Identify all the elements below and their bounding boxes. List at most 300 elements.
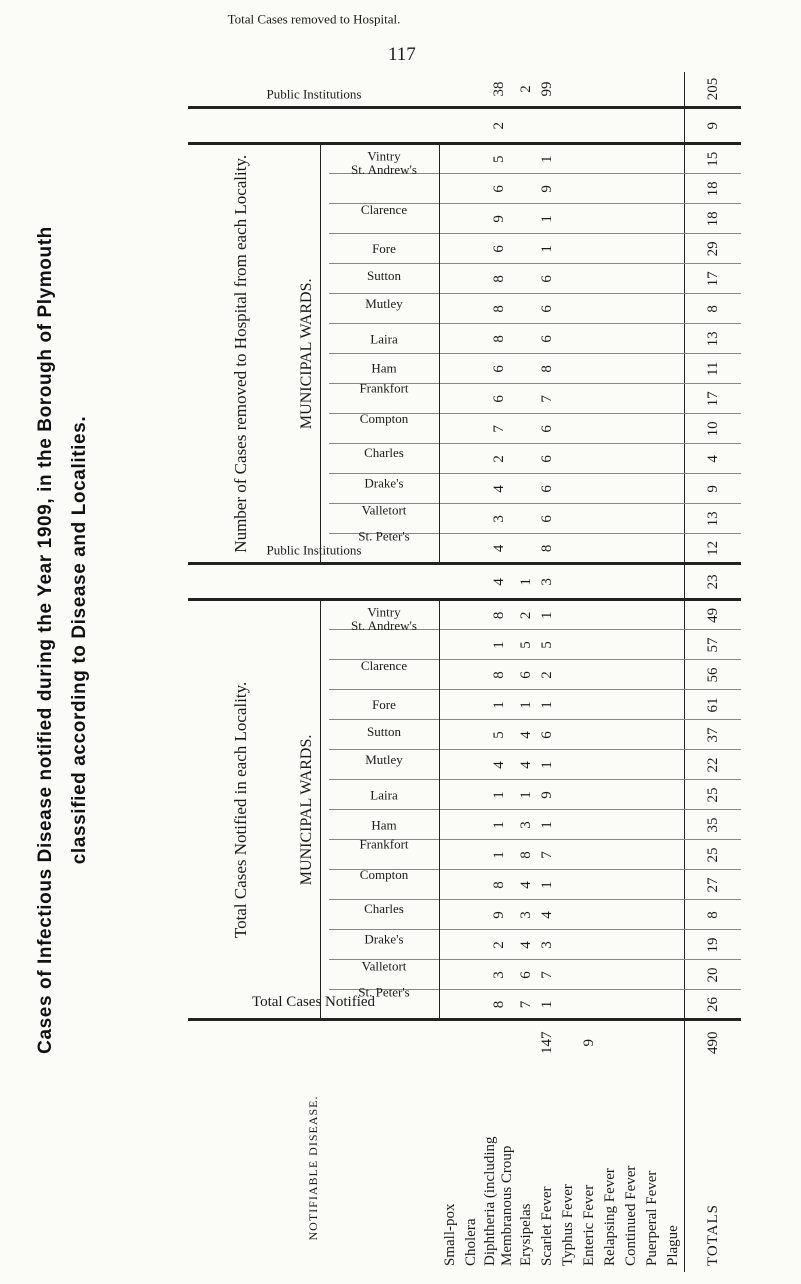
removed-cell: 6 [537,294,558,324]
notified-cell: 3 [516,810,537,840]
totals-notified-cell: 22 [685,750,742,780]
ward-header-label: Mutley [365,296,403,312]
table-row [537,72,558,1272]
notified-cell [621,630,642,660]
totals-total-removed: 205 [685,72,742,108]
removed-cell [516,144,537,174]
removed-cell: 5 [482,144,516,174]
removed-cell [621,264,642,294]
removed-cell [663,174,685,204]
totals-removed-cell: 10 [685,414,742,444]
notified-cell [579,900,600,930]
total-notified-cell [600,1020,621,1064]
removed-cell [663,264,685,294]
removed-cell [516,444,537,474]
notified-cell: 9 [537,780,558,810]
removed-cell [663,324,685,354]
removed-cell: 3 [482,504,516,534]
notified-cell: 2 [537,660,558,690]
removed-cell [600,444,621,474]
removed-cell [642,204,663,234]
notified-cell [621,780,642,810]
notified-cell [663,960,685,990]
removed-cell [558,384,579,414]
removed-cell: 8 [482,324,516,354]
ward-header-notified-13 [329,618,440,660]
table-row [482,72,516,1272]
removed-cell [600,174,621,204]
total-removed-cell [600,72,621,108]
notified-cell [663,870,685,900]
removed-cell [579,144,600,174]
notified-cell [621,990,642,1020]
removed-cell [663,144,685,174]
ward-header-label: Clarence [360,202,408,218]
notified-cell [663,990,685,1020]
removed-cell [558,324,579,354]
notified-cell [642,930,663,960]
total-notified-cell [663,1020,685,1064]
notified-cell: 6 [516,660,537,690]
ward-header-removed-9 [329,294,440,324]
ward-header-removed-7 [329,354,440,384]
total-notified-cell: 147 [537,1020,558,1064]
removed-cell [579,204,600,234]
notified-cell: 4 [516,870,537,900]
totals-removed-cell: 9 [685,474,742,504]
totals-notified-cell: 25 [685,780,742,810]
totals-removed-cell: 15 [685,144,742,174]
notified-cell [440,990,462,1020]
notified-cell [440,870,462,900]
removed-cell: 8 [482,264,516,294]
removed-cell [642,174,663,204]
notified-cell [558,960,579,990]
ward-header-label: Compton [359,867,409,883]
notified-public-inst-cell: 4 [482,564,516,600]
notified-cell [600,930,621,960]
removed-cell [600,534,621,564]
notified-cell: 7 [518,1000,534,1009]
removed-cell [663,354,685,384]
notified-cell: 1 [482,780,516,810]
removed-cell [461,294,482,324]
removed-cell: 6 [537,474,558,504]
table-row [516,72,537,1272]
notified-cell: 2 [516,600,537,630]
removed-cell [558,234,579,264]
notified-cell: 4 [516,720,537,750]
page-number: 117 [388,44,416,65]
removed-cell [621,294,642,324]
total-notified-cell [516,1020,537,1064]
ward-header-label: Vintry [367,604,401,620]
notified-cell [663,660,685,690]
ward-header-label: Ham [371,360,397,376]
removed-cell [621,174,642,204]
removed-cell: 8 [537,534,558,564]
total-removed-cell [621,72,642,108]
removed-cell [558,504,579,534]
removed-cell [642,534,663,564]
notified-cell [461,810,482,840]
removed-cell [558,264,579,294]
totals-removed-cell: 18 [685,204,742,234]
notified-cell: 1 [537,810,558,840]
notified-cell [579,840,600,870]
notified-cell: 1 [537,690,558,720]
notified-cell [579,810,600,840]
removed-cell: 6 [482,384,516,414]
notified-cell [621,660,642,690]
totals-total-notified: 490 [685,1020,742,1064]
ward-header-removed-4 [329,444,440,474]
totals-notified-cell: 49 [685,600,742,630]
total-notified-cell [461,1020,482,1064]
totals-notified-cell: 61 [685,690,742,720]
removed-cell [516,384,537,414]
removed-cell [663,414,685,444]
removed-cell [621,414,642,444]
notified-cell [642,960,663,990]
notified-cell: 7 [537,960,558,990]
ward-header-label: Valletort [361,502,407,518]
removed-cell [579,474,600,504]
removed-public-inst-cell [558,108,579,144]
notified-cell [600,810,621,840]
notified-cell [461,960,482,990]
removed-cell [516,204,537,234]
removed-cell: 2 [482,444,516,474]
notified-cell [579,630,600,660]
removed-cell [440,144,462,174]
public-institutions-header-2-text: Public Institutions [266,86,362,102]
notified-cell [642,990,663,1020]
notified-cell: 9 [482,900,516,930]
removed-cell: 6 [537,324,558,354]
notified-cell [600,960,621,990]
removed-cell [461,384,482,414]
notified-cell [663,600,685,630]
disease-name: Relapsing Fever [602,1168,618,1266]
removed-cell [558,294,579,324]
removed-cell [461,354,482,384]
removed-cell [558,414,579,444]
removed-cell [663,444,685,474]
notified-public-inst-cell [600,564,621,600]
notified-cell [663,780,685,810]
table-row [600,72,621,1272]
removed-cell [440,504,462,534]
disease-name: Erysipelas [518,1203,534,1266]
notified-cell [461,630,482,660]
group-notified-header: Total Cases Notified in each Locality. [230,681,250,939]
notified-cell [558,900,579,930]
total-removed-cell [579,72,600,108]
notified-cell [600,900,621,930]
removed-cell [663,294,685,324]
disease-name: Cholera [463,1218,479,1266]
ward-header-label: Sutton [367,724,401,740]
totals-notified-cell: 20 [685,960,742,990]
total-removed-cell: 38 [482,72,516,108]
totals-notified-public-inst: 23 [685,564,742,600]
notified-cell [440,750,462,780]
removed-public-inst-cell [440,108,462,144]
notified-cell [558,750,579,780]
notified-cell [621,960,642,990]
notified-cell [579,600,600,630]
notified-cell [600,630,621,660]
public-institutions-header [188,542,440,600]
notified-cell: 3 [516,900,537,930]
removed-cell [642,444,663,474]
removed-cell [600,324,621,354]
ward-header-label: Mutley [365,752,403,768]
removed-cell: 9 [482,204,516,234]
notified-cell [461,840,482,870]
notified-cell [558,840,579,870]
removed-cell: 6 [537,504,558,534]
notified-cell [440,960,462,990]
total-removed-cell: 2 [516,72,537,108]
notified-cell: 8 [482,660,516,690]
notified-cell [440,690,462,720]
removed-cell [558,144,579,174]
notified-cell [579,930,600,960]
removed-cell [440,174,462,204]
public-institutions-header-2 [188,86,440,144]
total-notified-cell: 9 [579,1020,600,1064]
notified-cell [642,900,663,930]
removed-cell [621,234,642,264]
notified-cell [461,660,482,690]
removed-cell [516,264,537,294]
removed-cell: 6 [537,414,558,444]
removed-cell [621,324,642,354]
notified-cell [600,780,621,810]
ward-header-label: St. Andrew's [351,618,417,634]
total-notified-cell [558,1020,579,1064]
totals-removed-cell: 17 [685,264,742,294]
disease-name: Puerperal Fever [644,1170,660,1266]
totals-removed-cell: 13 [685,324,742,354]
ward-header-notified-5 [329,867,440,900]
removed-cell [461,504,482,534]
notified-cell: 5 [537,630,558,660]
removed-cell [600,234,621,264]
notified-cell [558,930,579,960]
removed-cell [579,384,600,414]
removed-cell [642,414,663,444]
ward-header-removed-8 [329,324,440,354]
removed-cell: 6 [482,354,516,384]
ward-header-label: St. Peter's [358,528,410,544]
table-row [579,72,600,1272]
removed-public-inst-cell [516,108,537,144]
removed-cell [461,414,482,444]
removed-cell [600,474,621,504]
removed-cell [600,504,621,534]
removed-cell: 7 [537,384,558,414]
totals-notified-cell: 25 [685,840,742,870]
notified-cell [558,660,579,690]
notified-cell [663,930,685,960]
notified-cell [461,780,482,810]
total-removed-cell: 99 [537,72,558,108]
ward-header-removed-10 [329,264,440,294]
removed-cell [516,504,537,534]
removed-cell [440,204,462,234]
ward-header-label: Fore [372,697,396,712]
removed-cell [461,204,482,234]
notified-cell: 8 [482,600,516,630]
removed-cell [621,384,642,414]
table-row [663,72,685,1272]
ward-header-notified-4 [329,900,440,930]
removed-cell: 8 [537,354,558,384]
table-row [642,72,663,1272]
disease-name: Small-pox [441,1203,458,1266]
notified-cell [663,840,685,870]
table-row [440,72,462,1272]
notified-cell [461,690,482,720]
ward-header-notified-11 [329,690,440,720]
disease-name: Enteric Fever [581,1184,597,1266]
totals-removed-cell: 17 [685,384,742,414]
removed-cell [600,204,621,234]
ward-header-label: Charles [364,901,404,917]
notified-cell [579,720,600,750]
ward-header-notified-6 [329,836,440,870]
notified-cell [558,600,579,630]
total-notified-cell [482,1020,516,1064]
total-removed-cell [440,72,462,108]
removed-cell [642,354,663,384]
removed-cell [558,474,579,504]
notified-cell [621,750,642,780]
total-removed-cell [663,72,685,108]
notified-cell [642,840,663,870]
totals-notified-cell: 8 [685,900,742,930]
removed-cell [579,264,600,294]
totals-notified-cell: 26 [685,990,742,1020]
municipal-wards-header: MUNICIPAL WARDS. [298,734,315,886]
ward-header-removed-3 [329,474,440,504]
total-notified-cell [621,1020,642,1064]
notified-public-inst-cell: 3 [537,564,558,600]
removed-cell [461,324,482,354]
removed-public-inst-cell: 2 [482,108,516,144]
removed-cell: 1 [537,144,558,174]
bracket-notified [321,600,330,1020]
notified-cell [642,870,663,900]
removed-cell [440,444,462,474]
removed-cell [440,534,462,564]
notified-cell [579,990,600,1020]
totals-removed-cell: 11 [685,354,742,384]
notified-public-inst-cell [621,564,642,600]
removed-cell [621,534,642,564]
municipal-wards-header-2: MUNICIPAL WARDS. [294,144,321,564]
notified-cell: 6 [537,720,558,750]
table-row [558,72,579,1272]
notified-cell [642,660,663,690]
removed-cell: 6 [537,444,558,474]
ward-header-removed-12 [329,204,440,234]
ward-header-label: Charles [364,445,404,461]
notified-cell [558,630,579,660]
notified-cell [600,840,621,870]
removed-cell [516,174,537,204]
removed-cell [600,384,621,414]
notified-cell [663,750,685,780]
title-line-2: classified according to Disease and Localities. [69,415,90,865]
removed-cell [440,354,462,384]
notified-cell [600,660,621,690]
removed-public-inst-cell [461,108,482,144]
removed-cell [600,414,621,444]
removed-cell: 7 [482,414,516,444]
removed-cell [663,234,685,264]
removed-cell [579,234,600,264]
ward-header-label: Laira [370,787,398,803]
removed-cell: 1 [537,204,558,234]
total-notified-header [188,993,440,1064]
notified-cell: 1 [537,870,558,900]
removed-cell [440,414,462,444]
notified-cell [461,750,482,780]
total-removed-cell [642,72,663,108]
removed-cell [579,414,600,444]
notified-cell [663,720,685,750]
removed-cell [579,354,600,384]
disease-name: Scarlet Fever [539,1186,555,1266]
removed-cell [579,324,600,354]
totals-notified-cell: 56 [685,660,742,690]
removed-cell [621,444,642,474]
removed-cell [440,474,462,504]
notified-cell [558,690,579,720]
ward-header-label: Clarence [360,658,408,674]
notified-cell [461,600,482,630]
notified-cell [621,870,642,900]
removed-cell: 6 [482,234,516,264]
totals-notified-cell: 19 [685,930,742,960]
removed-cell [642,234,663,264]
removed-public-inst-cell [600,108,621,144]
notified-cell [642,600,663,630]
notified-public-inst-cell [579,564,600,600]
notified-cell [621,900,642,930]
removed-cell [621,204,642,234]
notified-cell: 1 [482,690,516,720]
notified-cell [579,780,600,810]
notified-public-inst-cell [663,564,685,600]
notified-cell: 4 [482,750,516,780]
notified-cell [579,960,600,990]
ward-header-label: Ham [371,817,397,832]
removed-cell [440,264,462,294]
notified-cell [579,660,600,690]
notified-cell [642,630,663,660]
notified-cell: 5 [482,720,516,750]
totals-notified-cell: 57 [685,630,742,660]
notified-cell: 3 [482,960,516,990]
removed-cell [663,504,685,534]
ward-header-label: Valletort [361,959,407,975]
ward-header-notified-3 [329,930,440,960]
